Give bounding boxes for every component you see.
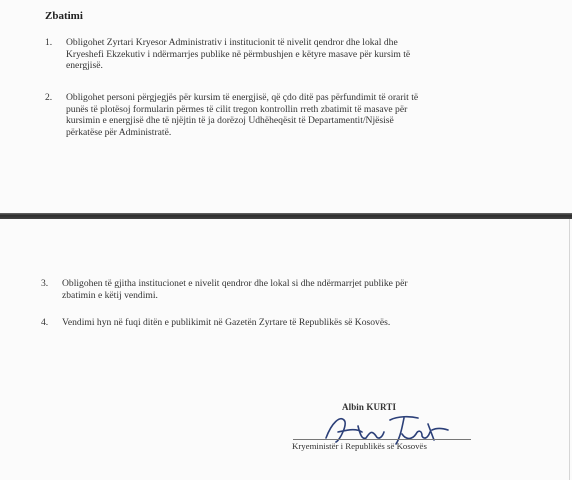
text-line: zbatimin e këtij vendimi. (62, 289, 158, 301)
text-line: kursimin e energjisë dhe të njëjtin të ja dorëzoj Udhëheqësit të Departamentit/Njësisë (66, 115, 394, 127)
document-page-1 (0, 0, 572, 213)
text-line: Obligohet Zyrtari Kryesor Administrativ i institucionit të nivelit qendror dhe lokal dhe (66, 37, 398, 48)
text-line: Obligohet personi përgjegjës për kursim të energjisë, që çdo ditë pas përfundimit të orarit të (66, 92, 419, 103)
text-line: Obligohen të gjitha institucionet e nivelit qendror dhe lokal si dhe ndërmarrjet publike për (62, 278, 408, 289)
item-text (62, 317, 390, 329)
document-page-2 (0, 219, 572, 480)
text-line: Vendimi hyn në fuqi ditën e publikimit në Gazetën Zyrtare të Republikës së Kosovës. (62, 317, 391, 328)
text-line: punës të plotësoj formularin përmes të cilit tregon kontrollin rreth zbatimit të masave për (66, 103, 408, 115)
signature-line (293, 439, 471, 440)
text-line: energjisë. (66, 60, 103, 72)
item-number: 4. (41, 317, 49, 328)
signatory-title: Kryeministër i Republikës së Kosovës (292, 441, 427, 451)
text-line: përkatëse për Administratë. (66, 126, 172, 138)
item-text (62, 278, 408, 301)
item-number: 2. (45, 92, 53, 103)
section-heading: Zbatimi (45, 10, 83, 22)
text-line: Kryeshefi Ekzekutiv i ndërmarrjes publike në përmbushjen e këtyre masave për kursim të (66, 48, 411, 60)
item-text (66, 37, 410, 72)
item-number: 1. (45, 37, 53, 48)
page-edge (569, 219, 570, 480)
signatory-name: Albin KURTI (342, 402, 397, 412)
item-number: 3. (41, 278, 49, 289)
item-text (66, 92, 418, 138)
